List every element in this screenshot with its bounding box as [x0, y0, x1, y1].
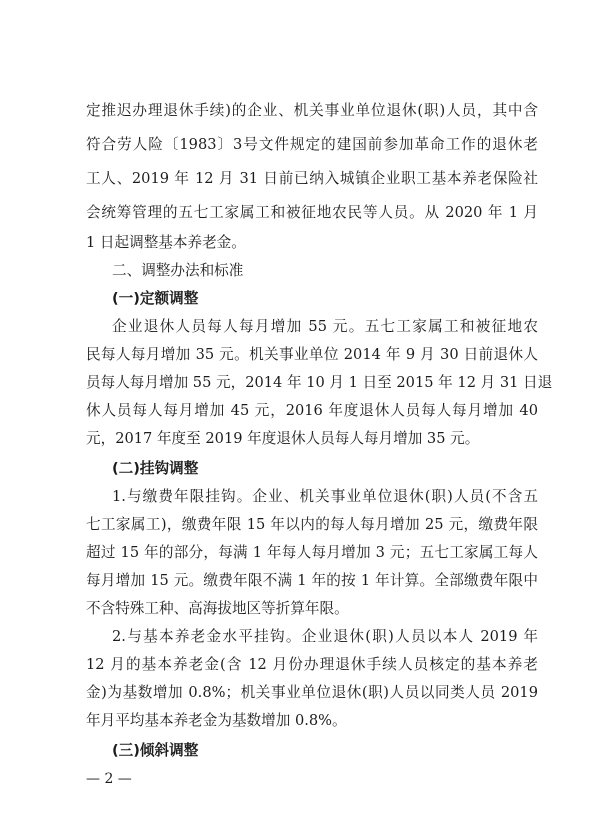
paragraph-line: 符合劳人险〔1983〕3号文件规定的建国前参加革命工作的退休老 — [86, 136, 538, 153]
page-number: — 2 — — [86, 771, 132, 787]
subsection-heading-fixed: (一)定额调整 — [112, 290, 199, 307]
paragraph-line: 1.与缴费年限挂钩。企业、机关事业单位退休(职)人员(不含五 — [112, 488, 538, 505]
paragraph-line: 12 月的基本养老金(含 12 月份办理退休手续人员核定的基本养老 — [86, 656, 538, 673]
paragraph-line: 每月增加 15 元。缴费年限不满 1 年的按 1 年计算。全部缴费年限中 — [86, 572, 538, 589]
paragraph-line: 员每人每月增加 55 元，2014 年 10 月 1 日至 2015 年 12 月 31 日退 — [86, 374, 553, 391]
paragraph-line: 会统筹管理的五七工家属工和被征地农民等人员。从 2020 年 1 月 — [86, 204, 538, 221]
paragraph-line: 休人员每人每月增加 45 元，2016 年度退休人员每人每月增加 40 — [86, 402, 538, 419]
section-heading: 二、调整办法和标准 — [112, 262, 244, 279]
paragraph-line: 不含特殊工种、高海拔地区等折算年限。 — [86, 600, 349, 617]
paragraph-line: 定推迟办理退休手续)的企业、机关事业单位退休(职)人员，其中含 — [86, 102, 538, 119]
paragraph-line: 元，2017 年度至 2019 年度退休人员每人每月增加 35 元。 — [86, 430, 480, 447]
paragraph-line: 2.与基本养老金水平挂钩。企业退休(职)人员以本人 2019 年 — [112, 628, 538, 645]
paragraph-line: 1 日起调整基本养老金。 — [86, 234, 246, 251]
paragraph-line: 企业退休人员每人每月增加 55 元。五七工家属工和被征地农 — [112, 318, 538, 335]
subsection-heading-linked: (二)挂钩调整 — [112, 460, 199, 477]
paragraph-line: 超过 15 年的部分，每满 1 年每人每月增加 3 元；五七工家属工每人 — [86, 544, 538, 561]
paragraph-line: 民每人每月增加 35 元。机关事业单位 2014 年 9 月 30 日前退休人 — [86, 346, 538, 363]
paragraph-line: 工人、2019 年 12 月 31 日前已纳入城镇企业职工基本养老保险社 — [86, 170, 538, 187]
paragraph-line: 年月平均基本养老金为基数增加 0.8%。 — [86, 712, 347, 729]
paragraph-line: 七工家属工)，缴费年限 15 年以内的每人每月增加 25 元，缴费年限 — [86, 516, 538, 533]
subsection-heading-tilted: (三)倾斜调整 — [112, 742, 199, 759]
paragraph-line: 金)为基数增加 0.8%；机关事业单位退休(职)人员以同类人员 2019 — [86, 684, 538, 701]
